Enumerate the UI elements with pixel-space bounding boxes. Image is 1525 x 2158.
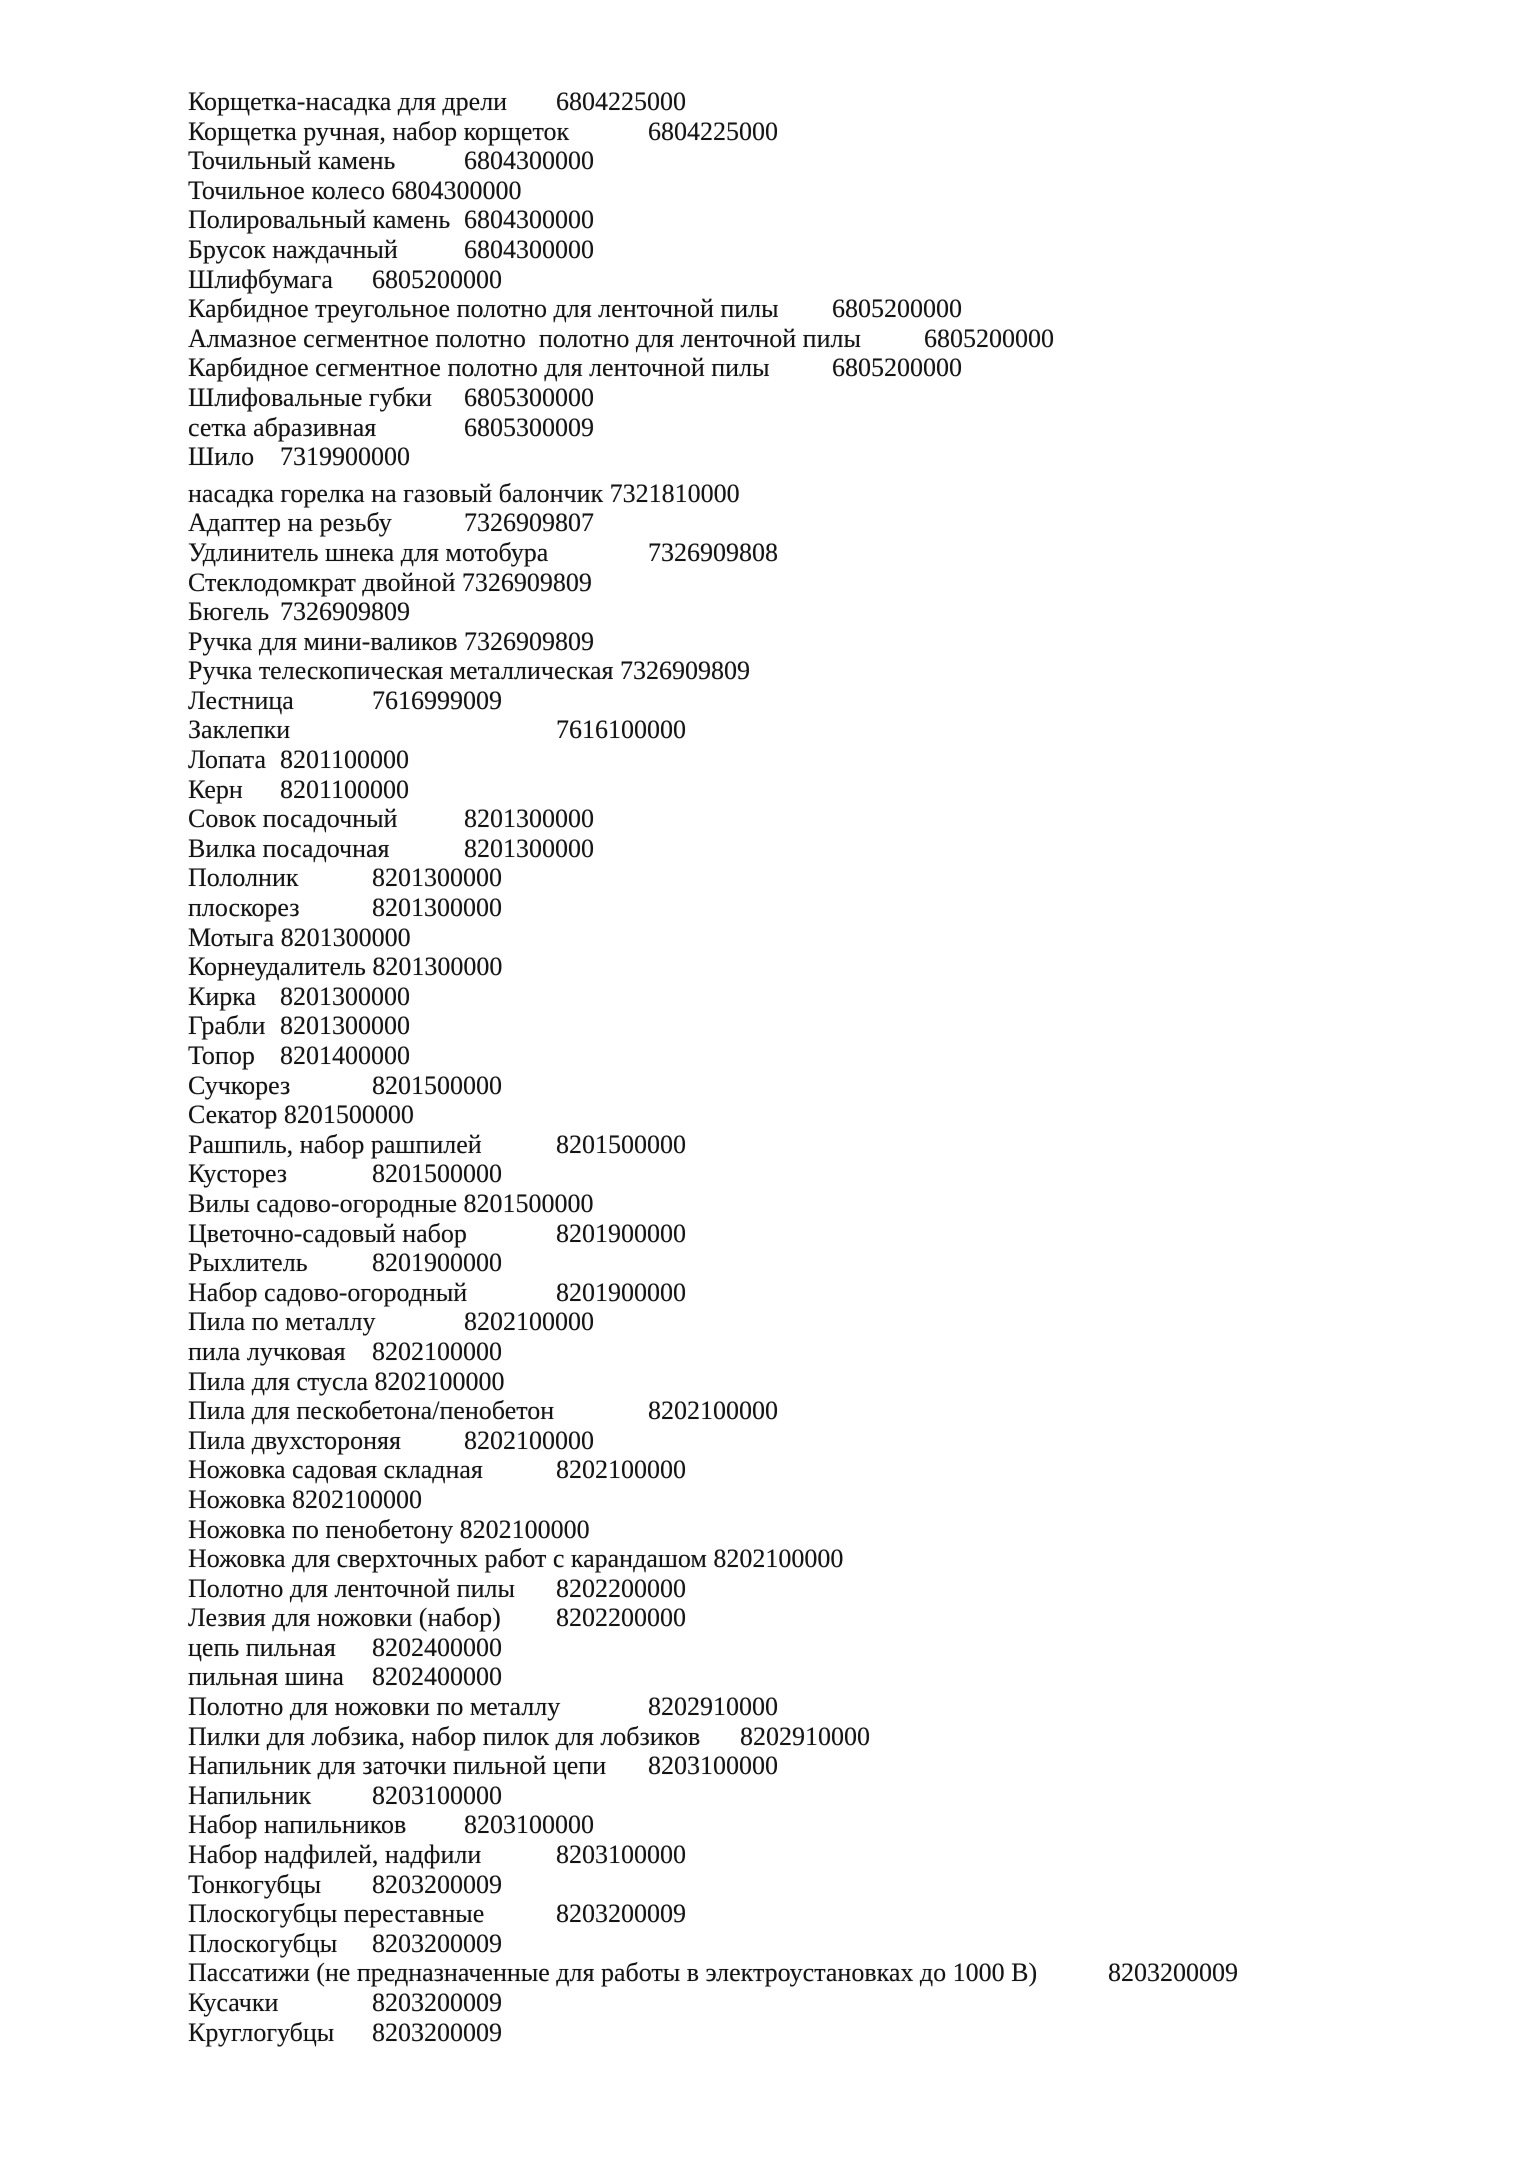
list-row xyxy=(188,1544,1478,1574)
list-row xyxy=(188,235,1478,265)
hs-code: 8201100000 xyxy=(280,774,410,804)
list-row xyxy=(188,1781,1478,1811)
list-row xyxy=(188,1159,1478,1189)
hs-code: 6805300009 xyxy=(464,412,594,442)
list-row xyxy=(188,1219,1478,1249)
hs-code: 8202910000 xyxy=(740,1721,870,1751)
item-name: Топор xyxy=(188,1041,255,1070)
item-name: Шило xyxy=(188,442,255,472)
list-row xyxy=(188,265,1478,295)
hs-code: 8201500000 xyxy=(556,1129,686,1159)
item-name: Набор напильников xyxy=(188,1810,407,1840)
hs-code: 7326909809 xyxy=(280,597,410,627)
hs-code: 6804225000 xyxy=(556,87,686,116)
list-row xyxy=(188,1722,1478,1752)
hs-code: 8201300000 xyxy=(280,922,411,952)
item-name: Лопата xyxy=(188,745,266,775)
item-name: Плоскогубцы xyxy=(188,1928,338,1958)
item-name: Кусачки xyxy=(188,1988,279,2017)
list-row xyxy=(188,1810,1478,1840)
list-row xyxy=(188,893,1478,923)
hs-code: 7326909808 xyxy=(648,537,778,567)
item-name: Ручка для мини-валиков xyxy=(188,626,458,656)
hs-code: 8202100000 xyxy=(374,1366,505,1396)
list-row xyxy=(188,1396,1478,1426)
item-name: Цветочно-садовый набор xyxy=(188,1218,467,1248)
hs-code: 6805200000 xyxy=(924,323,1054,353)
list-row xyxy=(188,1929,1478,1959)
hs-code: 8202910000 xyxy=(648,1692,778,1722)
list-row xyxy=(188,1958,1478,1988)
hs-code: 8201900000 xyxy=(372,1248,502,1278)
list-row xyxy=(188,597,1478,627)
hs-code: 8202100000 xyxy=(556,1455,686,1485)
item-name: Сучкорез xyxy=(188,1070,291,1100)
hs-code: 8201300000 xyxy=(280,981,410,1011)
list-row xyxy=(188,923,1478,953)
item-name: Вилка посадочная xyxy=(188,833,390,863)
hs-code: 6804225000 xyxy=(648,116,778,146)
item-name: Алмазное сегментное полотно полотно для ленточной пилы xyxy=(188,323,861,353)
list-row xyxy=(188,205,1478,235)
list-row xyxy=(188,479,1478,509)
item-name: цепь пильная xyxy=(188,1632,336,1662)
item-name: Корщетка ручная, набор корщеток xyxy=(188,116,570,146)
hs-code: 8203200009 xyxy=(372,1988,502,2017)
item-name: Пилки для лобзика, набор пилок для лобзиков xyxy=(188,1721,701,1751)
list-row xyxy=(188,1692,1478,1722)
item-name: Точильное колесо xyxy=(188,175,386,205)
list-row xyxy=(188,1751,1478,1781)
list-row xyxy=(188,413,1478,443)
item-name: Заклепки xyxy=(188,715,291,745)
hs-code: 8202100000 xyxy=(464,1425,594,1455)
hs-code: 8203200009 xyxy=(372,1869,502,1899)
item-name: Тонкогубцы xyxy=(188,1869,322,1899)
list-row xyxy=(188,1337,1478,1367)
item-name: Ножовка по пенобетону xyxy=(188,1514,454,1544)
hs-code: 6804300000 xyxy=(464,146,594,176)
hs-code: 8202200000 xyxy=(556,1573,686,1603)
hs-code: 8201500000 xyxy=(372,1159,502,1189)
hs-code: 8201400000 xyxy=(280,1041,410,1070)
hs-code: 8202100000 xyxy=(292,1484,422,1514)
item-name: Секатор xyxy=(188,1100,278,1130)
list-row xyxy=(188,1100,1478,1130)
hs-code: 8203100000 xyxy=(556,1840,686,1870)
item-name: Удлинитель шнека для мотобура xyxy=(188,537,549,567)
list-row xyxy=(188,1189,1478,1219)
hs-code: 8201300000 xyxy=(372,863,502,893)
hs-code: 8203200009 xyxy=(1108,1958,1238,1988)
item-name: Кирка xyxy=(188,981,257,1011)
list-row xyxy=(188,1899,1478,1929)
item-name: Полотно для ножовки по металлу xyxy=(188,1692,561,1722)
hs-code: 8202200000 xyxy=(556,1603,686,1633)
list-row xyxy=(188,1662,1478,1692)
hs-code: 7319900000 xyxy=(280,442,410,472)
list-row xyxy=(188,1011,1478,1041)
hs-code: 8201500000 xyxy=(463,1188,594,1218)
list-row xyxy=(188,1278,1478,1308)
list-row xyxy=(188,324,1478,354)
hs-code: 8202100000 xyxy=(459,1514,590,1544)
item-name: Ножовка xyxy=(188,1484,286,1514)
list-row xyxy=(188,2018,1478,2048)
list-row xyxy=(188,117,1478,147)
list-row xyxy=(188,952,1478,982)
list-row xyxy=(188,87,1478,117)
list-row xyxy=(188,627,1478,657)
list-row xyxy=(188,1248,1478,1278)
item-name: сетка абразивная xyxy=(188,412,377,442)
hs-code: 6804300000 xyxy=(464,234,594,264)
item-name: Набор садово-огородный xyxy=(188,1277,468,1307)
item-name: Корщетка-насадка для дрели xyxy=(188,87,508,116)
item-name: Шлифовальные губки xyxy=(188,382,433,412)
item-name: Корнеудалитель xyxy=(188,952,366,982)
hs-code: 8202100000 xyxy=(713,1544,844,1574)
hs-code: 7326909809 xyxy=(464,626,595,656)
list-row xyxy=(188,686,1478,716)
item-name: Брусок наждачный xyxy=(188,234,398,264)
hs-code: 6805200000 xyxy=(832,294,962,324)
list-row xyxy=(188,1426,1478,1456)
hs-code: 8202100000 xyxy=(648,1396,778,1426)
hs-code: 8203100000 xyxy=(372,1780,502,1810)
hs-code: 7616999009 xyxy=(372,685,502,715)
product-code-list xyxy=(188,87,1478,2047)
item-name: Лезвия для ножовки (набор) xyxy=(188,1603,501,1633)
list-row xyxy=(188,1041,1478,1071)
item-name: Круглогубцы xyxy=(188,2017,335,2047)
list-row xyxy=(188,1367,1478,1397)
hs-code: 8201500000 xyxy=(372,1070,502,1100)
item-name: Карбидное сегментное полотно для ленточной пилы xyxy=(188,353,770,383)
item-name: плоскорез xyxy=(188,893,300,923)
list-row xyxy=(188,146,1478,176)
list-row xyxy=(188,982,1478,1012)
list-row xyxy=(188,1130,1478,1160)
item-name: Карбидное треугольное полотно для ленточной пилы xyxy=(188,294,779,324)
item-name: Рашпиль, набор рашпилей xyxy=(188,1129,482,1159)
hs-code: 8201900000 xyxy=(556,1277,686,1307)
hs-code: 8203200009 xyxy=(372,2017,502,2047)
list-row xyxy=(188,1840,1478,1870)
item-name: Вилы садово-огородные xyxy=(188,1188,458,1218)
hs-code: 7321810000 xyxy=(609,478,740,508)
hs-code: 8203100000 xyxy=(464,1810,594,1840)
hs-code: 7326909807 xyxy=(464,508,594,538)
item-name: Ножовка садовая складная xyxy=(188,1455,483,1485)
list-row xyxy=(188,1988,1478,2018)
item-name: Лестница xyxy=(188,685,294,715)
item-name: Напильник для заточки пильной цепи xyxy=(188,1751,607,1781)
hs-code: 8201300000 xyxy=(372,893,502,923)
list-row xyxy=(188,1455,1478,1485)
list-row xyxy=(188,1307,1478,1337)
list-row xyxy=(188,1603,1478,1633)
hs-code: 8202400000 xyxy=(372,1632,502,1662)
hs-code: 6804300000 xyxy=(391,175,522,205)
list-row xyxy=(188,1071,1478,1101)
item-name: Плоскогубцы переставные xyxy=(188,1899,485,1929)
list-row xyxy=(188,1485,1478,1515)
item-name: Шлифбумага xyxy=(188,264,333,294)
hs-code: 8201300000 xyxy=(464,804,594,834)
hs-code: 6804300000 xyxy=(464,205,594,235)
list-row xyxy=(188,1870,1478,1900)
hs-code: 8203100000 xyxy=(648,1751,778,1781)
item-name: Полотно для ленточной пилы xyxy=(188,1573,515,1603)
item-name: Пила по металлу xyxy=(188,1307,376,1337)
item-name: пильная шина xyxy=(188,1662,344,1692)
hs-code: 6805200000 xyxy=(832,353,962,383)
list-row xyxy=(188,834,1478,864)
item-name: Грабли xyxy=(188,1011,266,1041)
hs-code: 7326909809 xyxy=(461,567,592,597)
list-row xyxy=(188,383,1478,413)
item-name: Пассатижи (не предназначенные для работы в электроустановках до 1000 В) xyxy=(188,1958,1038,1988)
hs-code: 8202400000 xyxy=(372,1662,502,1692)
list-row xyxy=(188,1633,1478,1663)
item-name: Рыхлитель xyxy=(188,1248,308,1278)
hs-code: 8201500000 xyxy=(283,1100,414,1130)
item-name: Полировальный камень xyxy=(188,205,451,235)
list-row xyxy=(188,1574,1478,1604)
hs-code: 7616100000 xyxy=(556,715,686,745)
item-name: Напильник xyxy=(188,1780,312,1810)
item-name: Пила для стусла xyxy=(188,1366,368,1396)
item-name: Керн xyxy=(188,774,243,804)
list-row xyxy=(188,1515,1478,1545)
list-row xyxy=(188,804,1478,834)
item-name: Кусторез xyxy=(188,1159,288,1189)
hs-code: 7326909809 xyxy=(619,656,750,686)
hs-code: 8203200009 xyxy=(372,1928,502,1958)
item-name: Адаптер на резьбу xyxy=(188,508,392,538)
list-row xyxy=(188,442,1478,472)
list-row xyxy=(188,775,1478,805)
item-name: Совок посадочный xyxy=(188,804,398,834)
item-name: Мотыга xyxy=(188,922,275,952)
hs-code: 8201100000 xyxy=(280,745,410,775)
item-name: насадка горелка на газовый балончик xyxy=(188,478,604,508)
list-row xyxy=(188,508,1478,538)
hs-code: 8201900000 xyxy=(556,1218,686,1248)
list-row xyxy=(188,176,1478,206)
item-name: Стеклодомкрат двойной xyxy=(188,567,456,597)
hs-code: 8202100000 xyxy=(464,1307,594,1337)
item-name: Пила для пескобетона/пенобетон xyxy=(188,1396,555,1426)
item-name: Набор надфилей, надфили xyxy=(188,1840,482,1870)
hs-code: 6805300000 xyxy=(464,382,594,412)
hs-code: 8201300000 xyxy=(280,1011,410,1041)
hs-code: 8201300000 xyxy=(372,952,503,982)
item-name: Бюгель xyxy=(188,597,270,627)
item-name: Точильный камень xyxy=(188,146,396,176)
item-name: Пололник xyxy=(188,863,299,893)
list-row xyxy=(188,745,1478,775)
item-name: Ножовка для сверхточных работ с карандашом xyxy=(188,1544,707,1574)
list-row xyxy=(188,353,1478,383)
hs-code: 8201300000 xyxy=(464,833,594,863)
hs-code: 6805200000 xyxy=(372,264,502,294)
hs-code: 8202100000 xyxy=(372,1336,502,1366)
item-name: пила лучковая xyxy=(188,1336,346,1366)
list-row xyxy=(188,568,1478,598)
item-name: Пила двухстороняя xyxy=(188,1425,401,1455)
list-row xyxy=(188,294,1478,324)
list-row xyxy=(188,538,1478,568)
list-row xyxy=(188,715,1478,745)
hs-code: 8203200009 xyxy=(556,1899,686,1929)
list-row xyxy=(188,656,1478,686)
item-name: Ручка телескопическая металлическая xyxy=(188,656,614,686)
list-row xyxy=(188,863,1478,893)
